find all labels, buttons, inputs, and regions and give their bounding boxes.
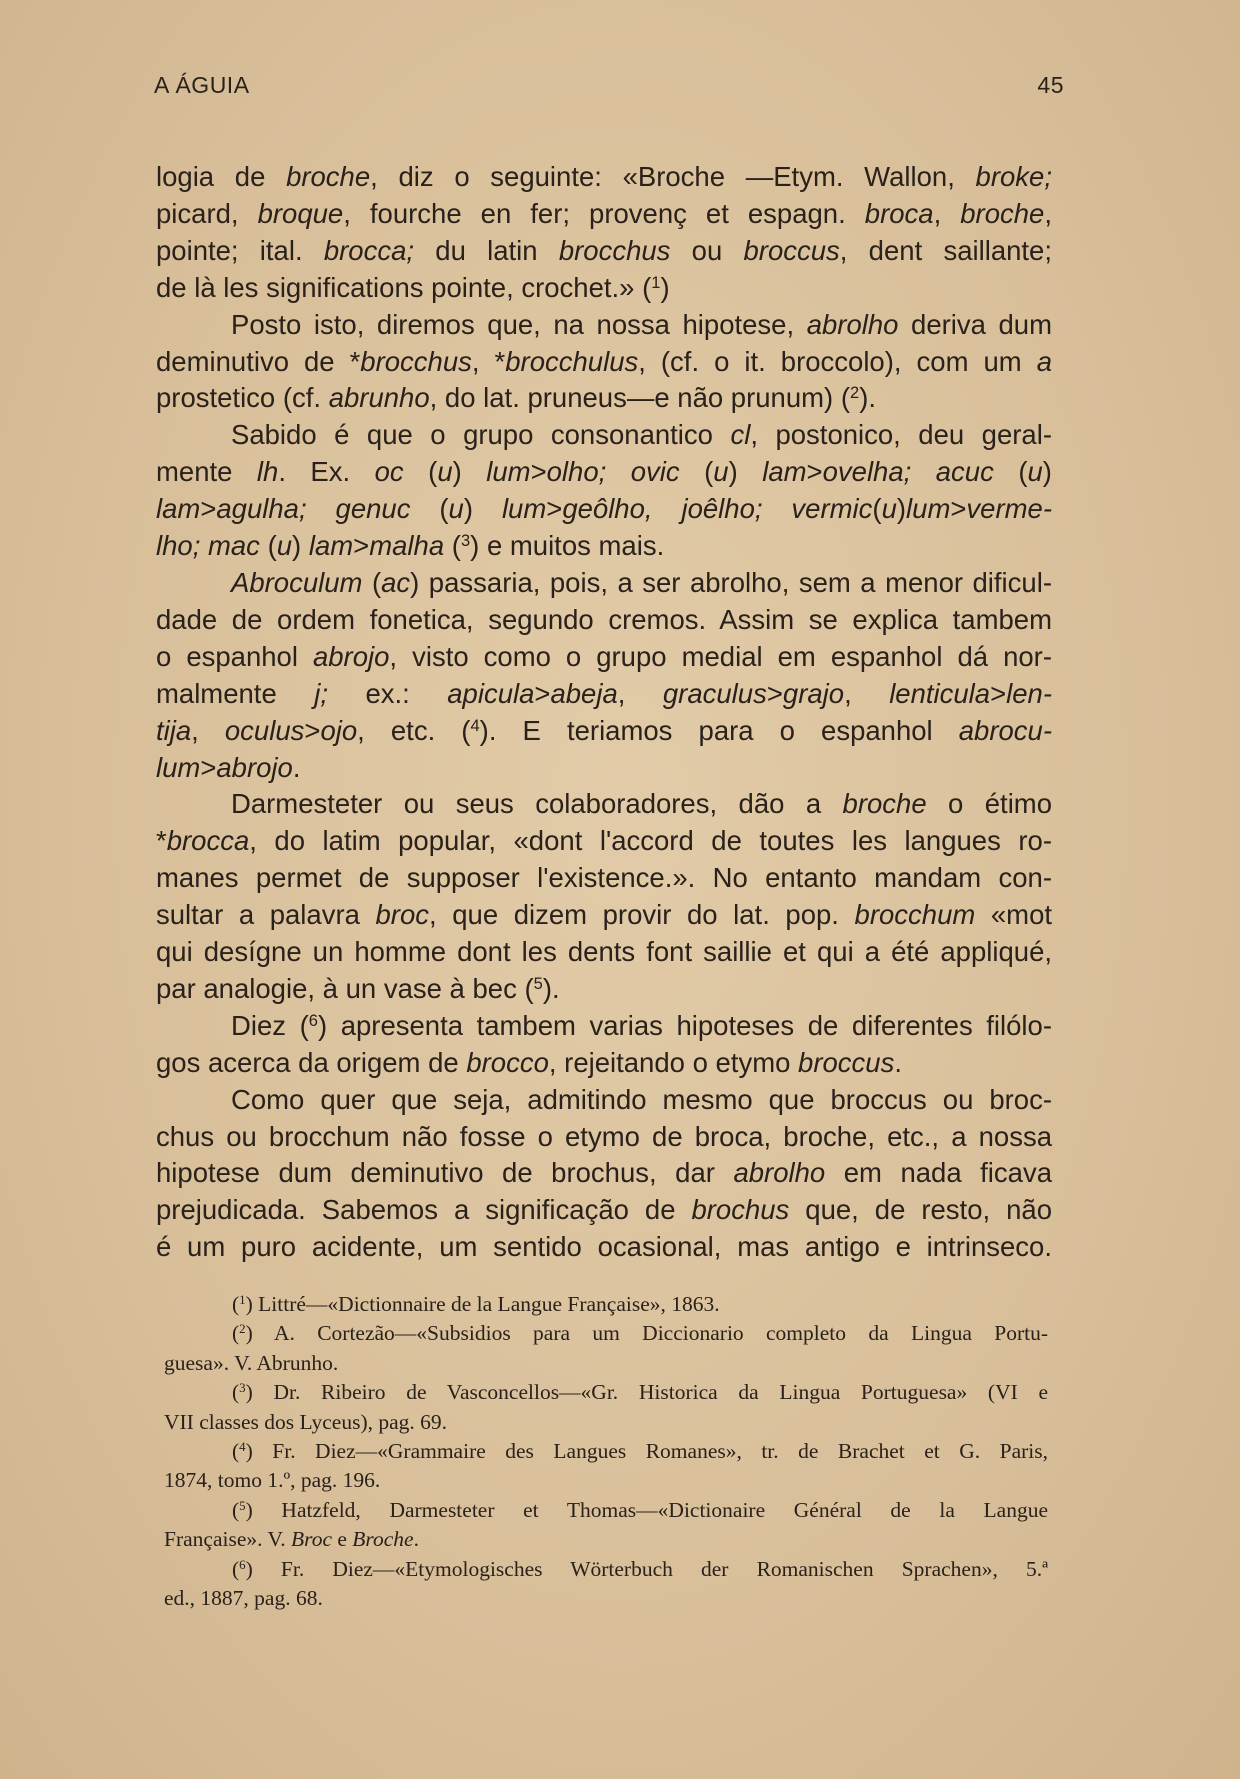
- text-line: gos acerca da origem de brocco, rejeitando o etymo broccus.: [156, 1046, 902, 1078]
- page-header: [154, 72, 1064, 99]
- footnote-line: ($^1$) Littré—«Dictionnaire de la Langue Française», 1863.: [232, 1292, 720, 1316]
- text-line: tija, oculus>ojo, etc. ($^4$). E teriamos para o espanhol abrocu-: [156, 714, 1053, 746]
- footnote-line: 1874, tomo 1.º, pag. 196.: [164, 1468, 381, 1493]
- footnote-line: ($^6$) Fr. Diez—«Etymologisches Wörterbuch der Romanischen Sprachen», 5.ª: [232, 1556, 1048, 1581]
- text-line: hipotese dum deminutivo de brochus, dar abrolho em nada ficava: [156, 1157, 1053, 1189]
- footnote-line: ed., 1887, pag. 68.: [164, 1586, 323, 1611]
- text-line: par analogie, à un vase à bec ($^5$).: [156, 972, 560, 1004]
- footnote-line: VII classes dos Lyceus), pag. 69.: [164, 1409, 448, 1434]
- text-line: picard, broque, fourche en fer; provenç et espagn. broca, broche,: [156, 197, 1052, 229]
- text-line: Como quer que seja, admitindo mesmo que broccus ou broc-: [231, 1083, 1052, 1115]
- text-line: Darmesteter ou seus colaboradores, dão a broche o étimo: [231, 788, 1053, 820]
- text-line: lam>agulha; genuc (u) lum>geôlho, joêlho; vermic(u)lum>verme-: [156, 493, 1052, 525]
- text-line: dade de ordem fonetica, segundo cremos. Assim se explica tambem: [156, 603, 1052, 635]
- footnote-line: Française». V. Broc e Broche.: [164, 1527, 419, 1552]
- text-line: sultar a palavra broc, que dizem provir do lat. pop. brocchum «mot: [156, 899, 1053, 931]
- text-line: *brocca, do latim popular, «dont l'accord de toutes les langues ro-: [156, 825, 1052, 857]
- text-line: qui desígne un homme dont les dents font saillie et qui a été appliqué,: [156, 936, 1052, 968]
- text-line: prostetico (cf. abrunho, do lat. pruneus—e não prunum) ($^2$).: [156, 382, 877, 414]
- text-line: Diez ($^6$) apresenta tambem varias hipoteses de diferentes filólo-: [231, 1009, 1052, 1041]
- text-line: chus ou brocchum não fosse o etymo de broca, broche, etc., a nossa: [156, 1120, 1052, 1152]
- text-line: de là les significations pointe, crochet.» ($^1$): [156, 271, 670, 303]
- text-line: mente lh. Ex. oc (u) lum>olho; ovic (u) lam>ovelha; acuc (u): [156, 456, 1052, 488]
- text-line: malmente j; ex.: apicula>abeja, graculus>grajo, lenticula>len-: [156, 677, 1053, 709]
- text-line: Posto isto, diremos que, na nossa hipotese, abrolho deriva dum: [231, 308, 1052, 340]
- text-line: o espanhol abrojo, visto como o grupo medial em espanhol dá nor-: [156, 640, 1052, 672]
- text-line: manes permet de supposer l'existence.». No entanto mandam con-: [156, 862, 1052, 894]
- footnote-line: ($^4$) Fr. Diez—«Grammaire des Langues Romanes», tr. de Brachet et G. Paris,: [232, 1439, 1048, 1464]
- footnote-line: guesa». V. Abrunho.: [164, 1350, 339, 1375]
- text-line: logia de broche, diz o seguinte: «Broche —Etym. Wallon, broke;: [156, 161, 1052, 192]
- page-number: 45: [1037, 72, 1064, 98]
- text-line: Sabido é que o grupo consonantico cl, postonico, deu geral-: [231, 419, 1052, 451]
- body-text: [156, 159, 1052, 1266]
- footnote-line: ($^3$) Dr. Ribeiro de Vasconcellos—«Gr. Historica da Lingua Portuguesa» (VI e: [232, 1380, 1048, 1405]
- text-line: pointe; ital. brocca; du latin brocchus ou broccus, dent saillante;: [156, 234, 1052, 266]
- text-line: deminutivo de *brocchus, *brocchulus, (cf. o it. broccolo), com um a: [156, 345, 1052, 377]
- text-line: é um puro acidente, um sentido ocasional, mas antigo e intrinseco.: [156, 1231, 1052, 1263]
- running-title: A ÁGUIA: [154, 72, 250, 98]
- text-line: lum>abrojo.: [156, 751, 301, 783]
- footnote-line: ($^2$) A. Cortezão—«Subsidios para um Diccionario completo da Lingua Portu-: [232, 1321, 1048, 1346]
- text-line: prejudicada. Sabemos a significação de brochus que, de resto, não: [156, 1194, 1052, 1226]
- footnotes: [164, 1290, 1048, 1613]
- footnote-line: ($^5$) Hatzfeld, Darmesteter et Thomas—«Dictionaire Général de la Langue: [232, 1497, 1048, 1522]
- text-line: lho; mac (u) lam>malha ($^3$) e muitos mais.: [156, 530, 665, 562]
- text-line: Abroculum (ac) passaria, pois, a ser abrolho, sem a menor dificul-: [231, 566, 1052, 598]
